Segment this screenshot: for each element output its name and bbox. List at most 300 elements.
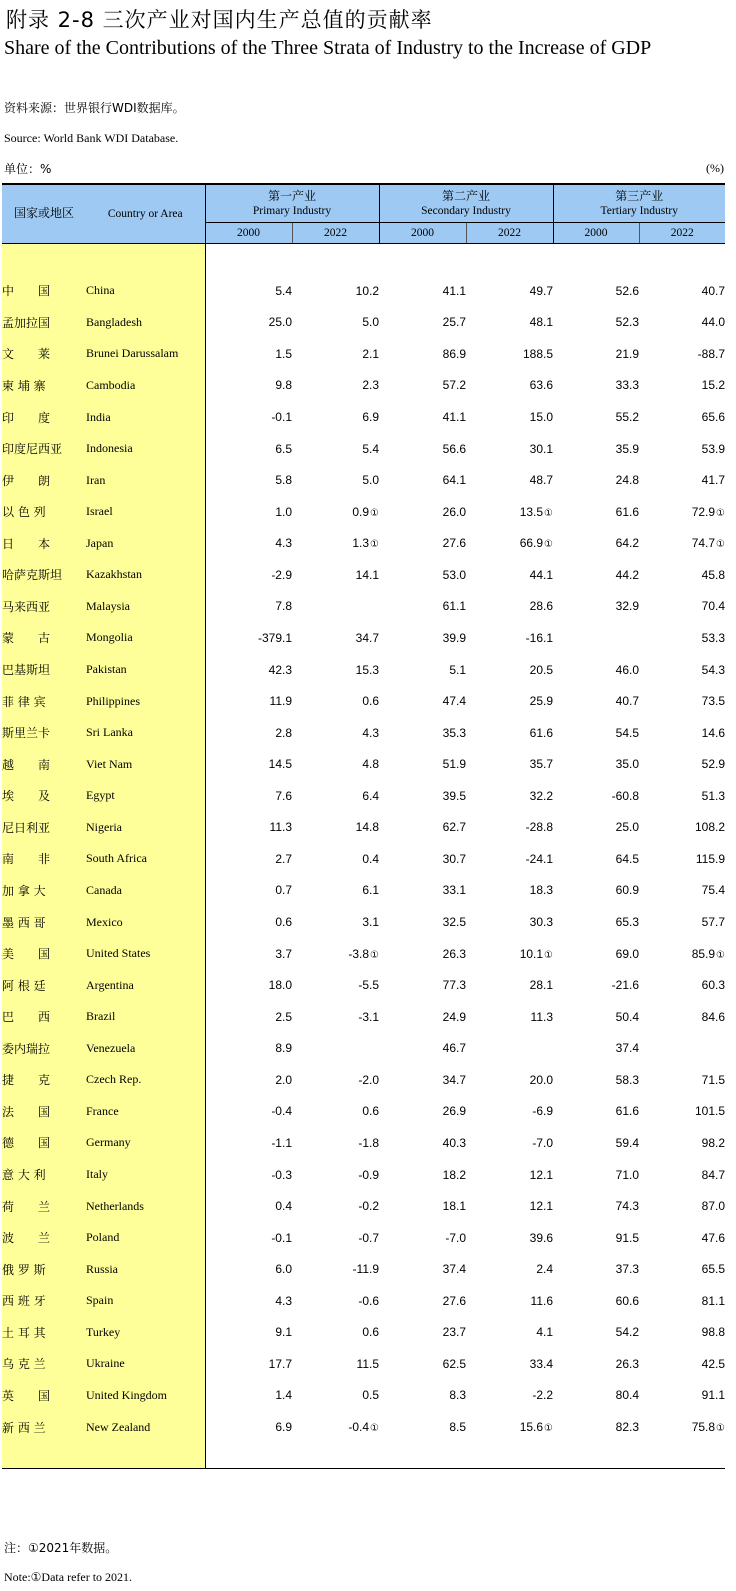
table-row [2, 969, 725, 1001]
table-row [2, 1096, 725, 1128]
country-name-cn: 马来西亚 [2, 591, 86, 623]
value-text: 15.0 [529, 410, 554, 425]
value-primary-2022 [292, 401, 379, 433]
country-name-en: Poland [86, 1222, 205, 1254]
value-text: 7.8 [275, 599, 292, 614]
table-row [2, 654, 725, 686]
value-text: 3.7 [275, 946, 292, 961]
value-primary-2022 [292, 969, 379, 1001]
value-secondary-2000 [379, 938, 466, 970]
value-tertiary-2000 [553, 1411, 639, 1443]
value-tertiary-2022 [639, 338, 725, 370]
value-text: -379.1 [257, 630, 292, 645]
value-tertiary-2022 [639, 812, 725, 844]
value-text: 2.1 [362, 346, 380, 361]
value-text: 50.4 [615, 1009, 640, 1024]
value-tertiary-2022 [639, 938, 725, 970]
value-primary-2022 [292, 1033, 379, 1065]
value-text: 30.7 [442, 851, 467, 866]
value-text: 54.3 [701, 662, 726, 677]
value-text: 48.1 [529, 315, 554, 330]
value-primary-2022 [292, 622, 379, 654]
table-row [2, 1285, 725, 1317]
country-name-en: Venezuela [86, 1033, 205, 1065]
value-text: 35.7 [529, 757, 554, 772]
value-secondary-2000 [379, 433, 466, 465]
value-text: 5.4 [275, 283, 292, 298]
value-text: 0.4 [362, 851, 380, 866]
value-text: 70.4 [701, 599, 726, 614]
value-tertiary-2000 [553, 1253, 639, 1285]
country-name-cn: 巴基斯坦 [2, 654, 86, 686]
value-text: 30.1 [529, 441, 554, 456]
value-text: 115.9 [695, 851, 726, 866]
value-secondary-2022 [466, 559, 553, 591]
country-name-en: Bangladesh [86, 307, 205, 339]
value-tertiary-2022 [639, 969, 725, 1001]
value-secondary-2000 [379, 275, 466, 307]
value-primary-2000 [205, 906, 292, 938]
value-tertiary-2000 [553, 559, 639, 591]
country-name-cn: 哈萨克斯坦 [2, 559, 86, 591]
table-row [2, 1222, 725, 1254]
value-secondary-2022 [466, 1317, 553, 1349]
table-row [2, 1001, 725, 1033]
value-text: 55.2 [615, 410, 640, 425]
value-text: 1.0 [275, 504, 292, 519]
value-text: 58.3 [615, 1072, 640, 1087]
country-name-cn: 文 莱 [2, 338, 86, 370]
country-name-cn: 德 国 [2, 1127, 86, 1159]
value-text: -1.1 [271, 1135, 292, 1150]
value-text: 57.2 [442, 378, 467, 393]
value-text: 34.7 [355, 630, 380, 645]
value-secondary-2022 [466, 622, 553, 654]
value-tertiary-2022 [639, 906, 725, 938]
value-text: 8.3 [449, 1388, 467, 1403]
value-tertiary-2000 [553, 1096, 639, 1128]
value-secondary-2022 [466, 875, 553, 907]
value-text: 33.1 [442, 883, 467, 898]
country-name-en: Spain [86, 1285, 205, 1317]
value-primary-2022 [292, 307, 379, 339]
country-name-cn: 孟加拉国 [2, 307, 86, 339]
table-row [2, 717, 725, 749]
country-name-en: Malaysia [86, 591, 205, 623]
value-text: 62.5 [442, 1356, 467, 1371]
value-tertiary-2022 [639, 1064, 725, 1096]
value-primary-2000 [205, 1159, 292, 1191]
value-text: 54.5 [615, 725, 640, 740]
table-row [2, 307, 725, 339]
value-tertiary-2022 [639, 496, 725, 528]
footnote-cn: 注：①2021年数据。 [4, 1541, 118, 1555]
value-text: 54.2 [615, 1325, 640, 1340]
value-secondary-2022 [466, 1348, 553, 1380]
value-text: 61.6 [529, 725, 554, 740]
value-text: 41.1 [442, 410, 467, 425]
value-text: 69.0 [615, 946, 640, 961]
value-primary-2000 [205, 1317, 292, 1349]
value-text: 101.5 [694, 1104, 726, 1119]
value-secondary-2022 [466, 906, 553, 938]
value-text: 0.6 [362, 1325, 380, 1340]
table-row [2, 338, 725, 370]
value-tertiary-2022 [639, 748, 725, 780]
value-secondary-2000 [379, 1317, 466, 1349]
table-spacer-top [2, 244, 725, 276]
value-text: 4.3 [362, 725, 380, 740]
value-text: 62.7 [442, 820, 467, 835]
header-secondary-en: Secondary Industry [421, 204, 511, 217]
value-text: 84.7 [701, 1167, 726, 1182]
value-text: 47.4 [442, 694, 467, 709]
value-primary-2000 [205, 307, 292, 339]
value-secondary-2022 [466, 464, 553, 496]
value-secondary-2022 [466, 748, 553, 780]
value-secondary-2022 [466, 528, 553, 560]
value-primary-2022 [292, 433, 379, 465]
value-text: -60.8 [611, 788, 640, 803]
value-text: 44.0 [701, 315, 726, 330]
value-tertiary-2000 [553, 1001, 639, 1033]
country-name-cn: 柬 埔 寨 [2, 370, 86, 402]
value-primary-2022 [292, 780, 379, 812]
contribution-table [2, 183, 725, 1469]
value-text: 18.1 [442, 1199, 467, 1214]
value-secondary-2000 [379, 843, 466, 875]
country-name-en: Germany [86, 1127, 205, 1159]
value-primary-2000 [205, 464, 292, 496]
value-text: 53.3 [701, 630, 726, 645]
header-tertiary [553, 184, 725, 223]
source-note-cn: 资料来源：世界银行WDI数据库。 [4, 101, 185, 115]
value-primary-2000 [205, 528, 292, 560]
value-text: 2.7 [275, 851, 292, 866]
value-primary-2000 [205, 370, 292, 402]
value-tertiary-2000 [553, 969, 639, 1001]
value-text: 49.7 [529, 283, 554, 298]
value-text: -24.1 [525, 851, 554, 866]
value-text: 1.3 [352, 536, 370, 551]
value-primary-2000 [205, 1348, 292, 1380]
value-text: 25.0 [268, 315, 292, 330]
table-row [2, 1348, 725, 1380]
value-text: 14.1 [355, 567, 380, 582]
header-country-cn [2, 184, 86, 244]
value-primary-2022 [292, 464, 379, 496]
value-text: 52.3 [615, 315, 640, 330]
value-secondary-2000 [379, 559, 466, 591]
value-text: 65.5 [701, 1262, 726, 1277]
value-text: 6.4 [362, 788, 380, 803]
value-text: 5.4 [362, 441, 380, 456]
value-secondary-2022 [466, 1127, 553, 1159]
value-text: 2.8 [275, 725, 292, 740]
value-primary-2000 [205, 717, 292, 749]
country-name-en: Cambodia [86, 370, 205, 402]
value-text: 26.3 [615, 1356, 640, 1371]
value-secondary-2000 [379, 1285, 466, 1317]
country-name-cn: 西 班 牙 [2, 1285, 86, 1317]
header-row-groups [2, 184, 725, 223]
country-name-cn: 日 本 [2, 528, 86, 560]
value-text: -2.2 [532, 1388, 554, 1403]
value-secondary-2022 [466, 843, 553, 875]
country-name-cn: 埃 及 [2, 780, 86, 812]
value-primary-2000 [205, 338, 292, 370]
value-text: 75.4 [701, 883, 726, 898]
table-row [2, 1033, 725, 1065]
value-text: 60.3 [701, 978, 726, 993]
value-tertiary-2022 [639, 717, 725, 749]
value-text: 11.5 [356, 1356, 380, 1371]
value-secondary-2000 [379, 338, 466, 370]
value-text: 5.1 [449, 662, 467, 677]
country-name-en: Italy [86, 1159, 205, 1191]
value-text: 14.6 [701, 725, 726, 740]
value-tertiary-2000 [553, 1127, 639, 1159]
header-primary-en: Primary Industry [252, 204, 332, 217]
value-primary-2000 [205, 559, 292, 591]
value-secondary-2000 [379, 591, 466, 623]
footnote-marker: ① [716, 1423, 726, 1435]
header-year-primary-2000: 2000 [205, 223, 292, 244]
value-primary-2000 [205, 938, 292, 970]
table-row [2, 1159, 725, 1191]
value-text: 52.9 [701, 757, 726, 772]
value-tertiary-2000 [553, 622, 639, 654]
value-text: -7.0 [532, 1135, 554, 1150]
value-text: 28.1 [529, 978, 554, 993]
value-text: 0.7 [275, 883, 292, 898]
value-tertiary-2000 [553, 685, 639, 717]
value-tertiary-2022 [639, 654, 725, 686]
value-secondary-2000 [379, 875, 466, 907]
value-text: 18.3 [529, 883, 554, 898]
value-primary-2022 [292, 1317, 379, 1349]
value-text: 15.3 [355, 662, 380, 677]
value-text: 37.3 [615, 1262, 640, 1277]
value-text: 61.6 [615, 1104, 640, 1119]
value-text: 46.0 [615, 662, 640, 677]
value-text: 6.9 [275, 1420, 292, 1435]
value-text: 20.0 [529, 1072, 554, 1087]
value-secondary-2022 [466, 275, 553, 307]
value-tertiary-2000 [553, 1159, 639, 1191]
value-text: 74.3 [615, 1199, 640, 1214]
value-text: 8.5 [449, 1420, 467, 1435]
country-name-cn: 乌 克 兰 [2, 1348, 86, 1380]
value-text: 9.8 [275, 378, 292, 393]
value-tertiary-2022 [639, 1033, 725, 1065]
value-secondary-2000 [379, 1064, 466, 1096]
value-tertiary-2000 [553, 496, 639, 528]
value-tertiary-2022 [639, 401, 725, 433]
country-name-en: Sri Lanka [86, 717, 205, 749]
value-secondary-2000 [379, 654, 466, 686]
value-secondary-2000 [379, 464, 466, 496]
value-text: 65.3 [615, 915, 640, 930]
table-row [2, 875, 725, 907]
value-tertiary-2000 [553, 464, 639, 496]
value-secondary-2022 [466, 780, 553, 812]
value-secondary-2000 [379, 1001, 466, 1033]
value-primary-2000 [205, 1033, 292, 1065]
value-secondary-2000 [379, 1380, 466, 1412]
value-text: -0.9 [358, 1167, 380, 1182]
value-text: 52.6 [615, 283, 640, 298]
value-text: 40.7 [701, 283, 726, 298]
value-text: 0.6 [275, 915, 292, 930]
value-text: -3.1 [358, 1009, 380, 1024]
value-primary-2000 [205, 780, 292, 812]
value-text: 35.0 [615, 757, 640, 772]
value-primary-2000 [205, 1190, 292, 1222]
value-text: 4.8 [362, 757, 380, 772]
value-secondary-2000 [379, 685, 466, 717]
value-text: 20.5 [529, 662, 554, 677]
value-primary-2000 [205, 843, 292, 875]
value-tertiary-2000 [553, 338, 639, 370]
value-secondary-2022 [466, 812, 553, 844]
header-year-secondary-2022: 2022 [466, 223, 553, 244]
value-secondary-2000 [379, 1159, 466, 1191]
country-name-cn: 波 兰 [2, 1222, 86, 1254]
value-text: 9.1 [275, 1325, 292, 1340]
value-tertiary-2000 [553, 528, 639, 560]
value-text: 73.5 [701, 694, 726, 709]
value-secondary-2000 [379, 812, 466, 844]
value-text: 2.4 [536, 1262, 554, 1277]
page-title-en: Share of the Contributions of the Three Strata of Industry to the Increase of GDP [4, 37, 652, 59]
value-primary-2022 [292, 1348, 379, 1380]
value-text: 45.8 [701, 567, 726, 582]
value-tertiary-2000 [553, 1033, 639, 1065]
value-text: 80.4 [615, 1388, 640, 1403]
value-tertiary-2022 [639, 685, 725, 717]
country-name-en: New Zealand [86, 1411, 205, 1443]
country-name-en: Indonesia [86, 433, 205, 465]
value-text: 35.3 [442, 725, 467, 740]
value-secondary-2022 [466, 1285, 553, 1317]
value-secondary-2022 [466, 496, 553, 528]
value-tertiary-2022 [639, 780, 725, 812]
value-text: -5.5 [358, 978, 380, 993]
value-primary-2000 [205, 685, 292, 717]
value-text: 91.5 [615, 1230, 640, 1245]
value-text: -11.9 [352, 1262, 380, 1277]
value-text: 10.1 [519, 946, 544, 961]
table-row [2, 843, 725, 875]
value-primary-2022 [292, 875, 379, 907]
value-text: 60.9 [615, 883, 640, 898]
value-primary-2000 [205, 748, 292, 780]
header-year-secondary-2000: 2000 [379, 223, 466, 244]
country-name-en: Brazil [86, 1001, 205, 1033]
value-tertiary-2022 [639, 1096, 725, 1128]
table-row [2, 622, 725, 654]
country-name-cn: 加 拿 大 [2, 875, 86, 907]
table-row [2, 780, 725, 812]
value-text: -28.8 [525, 820, 554, 835]
country-name-cn: 捷 克 [2, 1064, 86, 1096]
value-tertiary-2000 [553, 717, 639, 749]
value-text: 64.2 [615, 536, 640, 551]
value-tertiary-2000 [553, 748, 639, 780]
value-secondary-2022 [466, 1159, 553, 1191]
value-tertiary-2000 [553, 812, 639, 844]
value-text: 8.9 [275, 1041, 292, 1056]
value-text: -1.8 [358, 1135, 380, 1150]
value-text: 13.5 [519, 504, 544, 519]
value-text: 65.6 [701, 410, 726, 425]
table-row [2, 559, 725, 591]
country-name-cn: 南 非 [2, 843, 86, 875]
country-name-cn: 印 度 [2, 401, 86, 433]
value-text: 5.0 [362, 473, 380, 488]
value-text: 39.5 [442, 788, 467, 803]
country-name-cn: 英 国 [2, 1380, 86, 1412]
country-name-en: Mexico [86, 906, 205, 938]
value-tertiary-2000 [553, 1317, 639, 1349]
value-secondary-2022 [466, 969, 553, 1001]
country-name-cn: 蒙 古 [2, 622, 86, 654]
value-tertiary-2000 [553, 401, 639, 433]
value-secondary-2022 [466, 1033, 553, 1065]
value-text: -2.9 [271, 567, 292, 582]
value-text: 77.3 [442, 978, 467, 993]
value-secondary-2022 [466, 401, 553, 433]
value-primary-2022 [292, 1411, 379, 1443]
table-row [2, 370, 725, 402]
table-row [2, 464, 725, 496]
country-name-en: Pakistan [86, 654, 205, 686]
value-primary-2022 [292, 1064, 379, 1096]
value-text: 0.9 [352, 504, 370, 519]
country-name-en: Netherlands [86, 1190, 205, 1222]
value-text: 24.9 [442, 1009, 467, 1024]
header-country-en [86, 184, 205, 244]
value-text: 72.9 [691, 504, 716, 519]
value-primary-2022 [292, 338, 379, 370]
value-text: 39.6 [529, 1230, 554, 1245]
footnote-marker: ① [370, 507, 380, 519]
value-text: 188.5 [522, 346, 554, 361]
value-text: 61.6 [615, 504, 640, 519]
value-text: 41.1 [442, 283, 467, 298]
value-text: -0.4 [271, 1104, 292, 1119]
value-primary-2000 [205, 591, 292, 623]
value-secondary-2022 [466, 685, 553, 717]
footnote-marker: ① [370, 1423, 380, 1435]
value-primary-2022 [292, 1285, 379, 1317]
value-text: 51.9 [442, 757, 467, 772]
value-tertiary-2000 [553, 938, 639, 970]
value-text: 10.2 [355, 283, 380, 298]
country-name-cn: 伊 朗 [2, 464, 86, 496]
footnote-marker: ① [544, 539, 554, 551]
country-name-en: Argentina [86, 969, 205, 1001]
value-text: 34.7 [442, 1072, 467, 1087]
value-primary-2022 [292, 906, 379, 938]
value-tertiary-2022 [639, 1411, 725, 1443]
value-primary-2022 [292, 748, 379, 780]
value-text: -6.9 [532, 1104, 554, 1119]
country-name-en: Czech Rep. [86, 1064, 205, 1096]
value-tertiary-2000 [553, 307, 639, 339]
value-text: 6.0 [275, 1262, 292, 1277]
